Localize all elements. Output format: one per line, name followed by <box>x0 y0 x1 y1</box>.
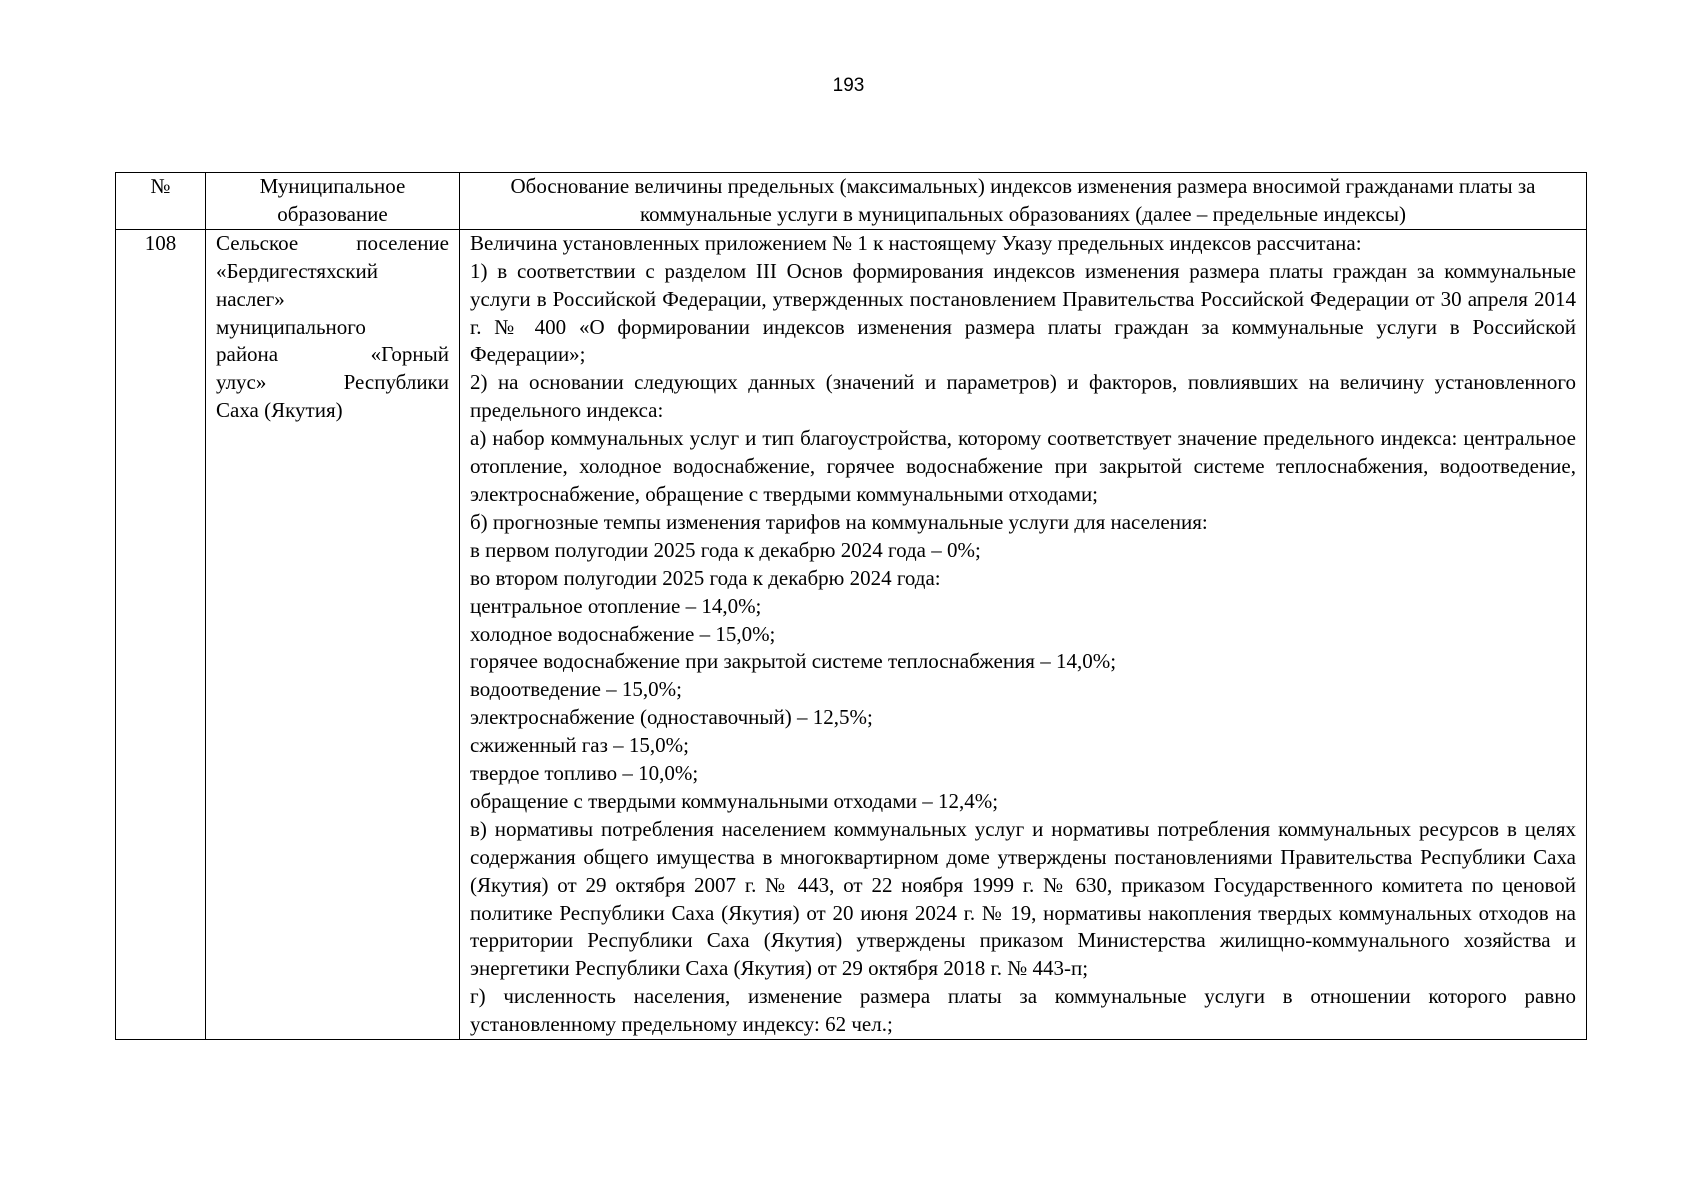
tariff-first-half: в первом полугодии 2025 года к декабрю 2024 года – 0%; <box>470 537 981 562</box>
justification-item-v: в) нормативы потребления населением коммунальных услуг и нормативы потребления коммунальных ресурсов в целях содержания общего имущества в многоквартирном доме утверждены постановлениями Правительства Республики Саха (Якутия) от 29 октября 2007 г. № 443, от 22 ноября 1999 г. № 630, приказом Государственного комитета по ценовой политике Республики Саха (Якутия) от 20 июня 2024 г. № 19, нормативы накопления твердых коммунальных отходов на территории Республики Саха (Якутия) утверждены приказом Министерства жилищно-коммунального хозяйства и энергетики Республики Саха (Якутия) от 29 октября 2018 г. № 443-п; <box>470 816 1576 981</box>
justification-item-g: г) численность населения, изменение размера платы за коммунальные услуги в отношении которого равно установленному предельному индексу: 62 чел.; <box>470 984 1576 1037</box>
tariff-solid-fuel: твердое топливо – 10,0%; <box>470 761 699 786</box>
municipality-cell <box>206 229 460 1039</box>
municipality-line: «Бердигестяхский <box>216 258 378 283</box>
justification-table <box>115 172 1587 1040</box>
row-number: 108 <box>116 229 206 1039</box>
municipality-line: района «Горный <box>216 342 449 367</box>
municipality-line: муниципального <box>216 314 366 339</box>
justification-item-b: б) прогнозные темпы изменения тарифов на коммунальные услуги для населения: <box>470 509 1208 534</box>
header-justification: Обоснование величины предельных (максимальных) индексов изменения размера вносимой гражданами платы за коммунальные услуги в муниципальных образованиях (далее – предельные индексы) <box>460 173 1587 230</box>
header-number: № <box>116 173 206 230</box>
tariff-drainage: водоотведение – 15,0%; <box>470 677 682 702</box>
table-row <box>116 229 1587 1039</box>
page-number: 193 <box>832 75 865 96</box>
municipality-line: Сельское поселение <box>216 230 449 255</box>
justification-cell <box>460 229 1587 1039</box>
municipality-line: улус» Республики <box>216 370 449 395</box>
justification-intro: Величина установленных приложением № 1 к настоящему Указу предельных индексов рассчитана: <box>470 230 1362 255</box>
table-header-row <box>116 173 1587 230</box>
justification-item-a: а) набор коммунальных услуг и тип благоустройства, которому соответствует значение предельного индекса: центральное отопление, холодное водоснабжение, горячее водоснабжение при закрытой системе теплоснабжения, водоотведение, электроснабжение, обращение с твердыми коммунальными отходами; <box>470 426 1576 506</box>
justification-item-2: 2) на основании следующих данных (значений и параметров) и факторов, повлиявших на величину установленного предельного индекса: <box>470 370 1576 423</box>
tariff-cold-water: холодное водоснабжение – 15,0%; <box>470 621 776 646</box>
header-municipality: Муниципальное образование <box>206 173 460 230</box>
justification-item-1: 1) в соответствии с разделом III Основ формирования индексов изменения размера платы граждан за коммунальные услуги в Российской Федерации, утвержденных постановлением Правительства Российской Федерации от 30 апреля 2014 г. № 400 «О формировании индексов изменения размера платы граждан за коммунальные услуги в Российской Федерации»; <box>470 258 1576 367</box>
tariff-electricity: электроснабжение (одноставочный) – 12,5%; <box>470 705 873 730</box>
tariff-liquefied-gas: сжиженный газ – 15,0%; <box>470 733 690 758</box>
municipality-line: Саха (Якутия) <box>216 398 343 423</box>
tariff-solid-waste: обращение с твердыми коммунальными отходами – 12,4%; <box>470 788 999 813</box>
tariff-second-half: во втором полугодии 2025 года к декабрю 2024 года: <box>470 565 941 590</box>
tariff-hot-water: горячее водоснабжение при закрытой системе теплоснабжения – 14,0%; <box>470 649 1117 674</box>
tariff-central-heating: центральное отопление – 14,0%; <box>470 593 762 618</box>
municipality-line: наслег» <box>216 286 285 311</box>
